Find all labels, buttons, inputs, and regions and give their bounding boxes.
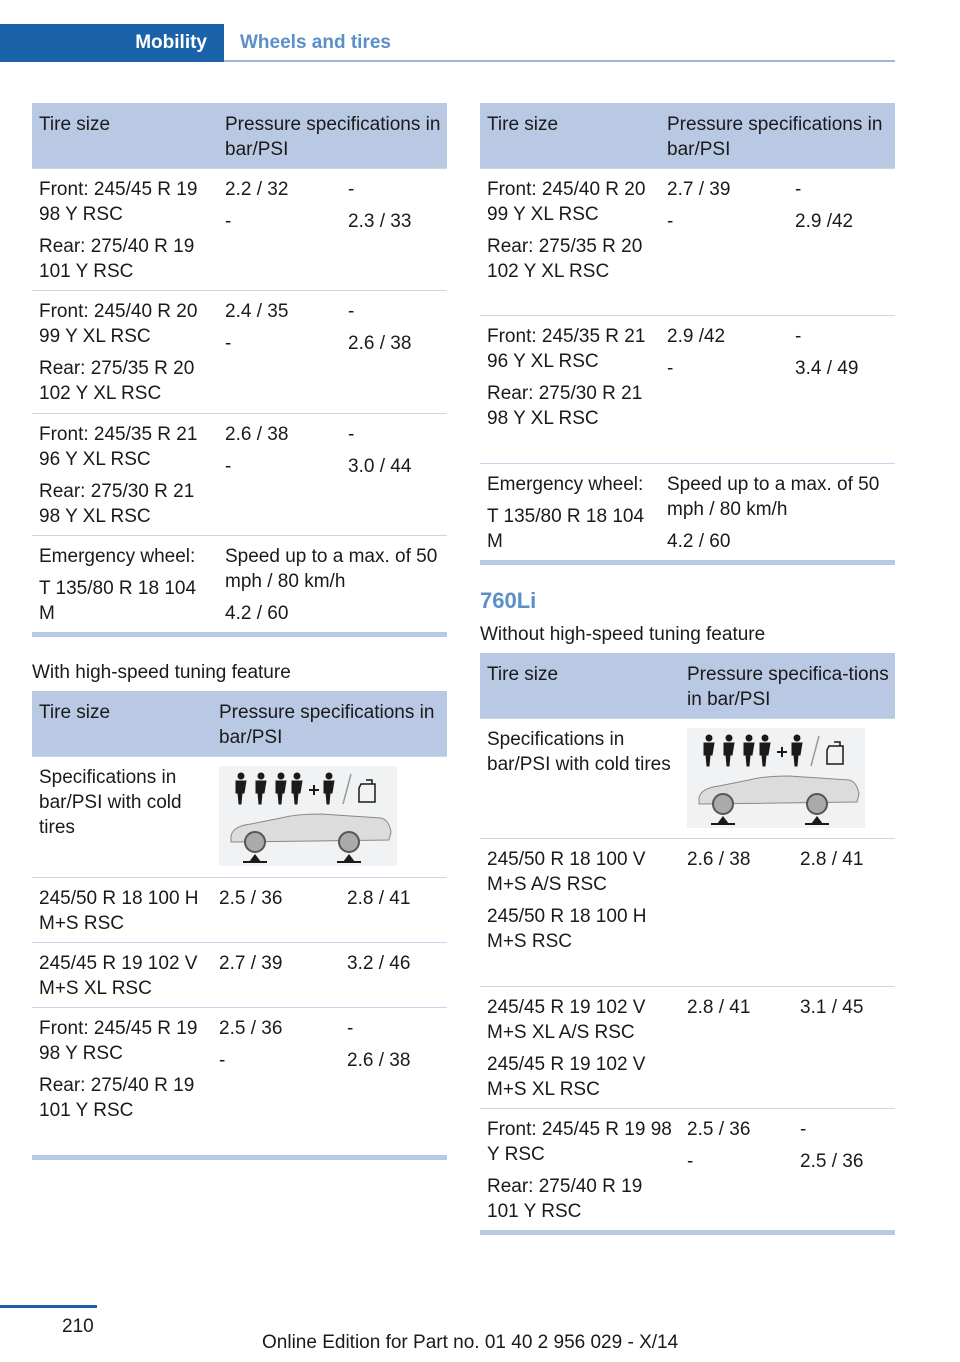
column-header-pressure: Pressure specifications in bar/PSI (225, 114, 441, 160)
table-row: 245/50 R 18 100 V M+S A/S RSC 245/50 R 18 100 H M+S RSC 2.6 / 38 2.8 / 41 (480, 838, 895, 986)
person-icon (292, 773, 302, 804)
table-row: Front: 245/35 R 21 96 Y XL RSC Rear: 275/30 R 21 98 Y XL RSC 2.6 / 38 - - 3.0 / 44 (32, 413, 447, 535)
table-row: 245/45 R 19 102 V M+S XL RSC 2.7 / 39 3.2 / 46 (32, 942, 447, 1007)
emergency-wheel-row: Emergency wheel: T 135/80 R 18 104 M Speed up to a max. of 50 mph / 80 km/h 4.2 / 60 (480, 463, 895, 560)
model-title-760li: 760Li (480, 588, 537, 613)
without-high-speed-subheading: Without high-speed tuning feature (480, 624, 766, 645)
load-diagram (687, 728, 865, 828)
person-icon (724, 735, 734, 766)
chapter-tab-wheels-and-tires: Wheels and tires (240, 32, 391, 53)
edition-note: Online Edition for Part no. 01 40 2 956 029 - X/14 (262, 1332, 679, 1353)
person-icon (704, 735, 714, 766)
right-pressure-table (480, 103, 895, 565)
person-icon (256, 773, 266, 804)
column-header-pressure: Pressure specifications in bar/PSI (219, 702, 435, 748)
person-icon (744, 735, 754, 766)
header-divider (224, 60, 895, 62)
column-header-pressure: Pressure specifications in bar/PSI (667, 114, 883, 160)
table-end-bar (480, 1230, 895, 1235)
section-tab-mobility: Mobility (0, 24, 224, 62)
table-row: Front: 245/45 R 19 98 Y RSC Rear: 275/40 R 19 101 Y RSC 2.5 / 36 - - 2.6 / 38 (32, 1007, 447, 1155)
specifications-row: Specifications in bar/PSI with cold tires (32, 756, 447, 877)
high-speed-tuning-subheading: With high-speed tuning feature (32, 662, 291, 683)
table-end-bar (32, 1155, 447, 1160)
page-header (0, 24, 895, 62)
table-end-bar (480, 560, 895, 565)
table-header (480, 103, 895, 168)
table-end-bar (32, 632, 447, 637)
column-header-tire-size: Tire size (487, 114, 559, 135)
table-row: Front: 245/40 R 20 99 Y XL RSC Rear: 275/35 R 20 102 Y XL RSC 2.7 / 39 - - 2.9 /42 (480, 168, 895, 315)
person-icon (276, 773, 286, 804)
luggage-icon (359, 780, 375, 802)
right-760li-table (480, 653, 895, 1235)
table-row: Front: 245/45 R 19 98 Y RSC Rear: 275/40 R 19 101 Y RSC 2.5 / 36 - - 2.5 / 36 (480, 1108, 895, 1230)
emergency-wheel-row: Emergency wheel: T 135/80 R 18 104 M Speed up to a max. of 50 mph / 80 km/h 4.2 / 60 (32, 535, 447, 632)
table-row: Front: 245/45 R 19 98 Y RSC Rear: 275/40 R 19 101 Y RSC 2.2 / 32 - - 2.3 / 33 (32, 168, 447, 290)
footer-divider (0, 1305, 97, 1308)
table-header (480, 653, 895, 718)
table-row: Front: 245/40 R 20 99 Y XL RSC Rear: 275/35 R 20 102 Y XL RSC 2.4 / 35 - - 2.6 / 38 (32, 290, 447, 413)
specifications-row: Specifications in bar/PSI with cold tires (480, 718, 895, 838)
person-icon (792, 735, 802, 766)
page-number: 210 (62, 1316, 94, 1337)
car-load-icon (219, 766, 397, 866)
luggage-icon (827, 742, 843, 764)
table-row: 245/50 R 18 100 H M+S RSC 2.5 / 36 2.8 / 41 (32, 877, 447, 942)
table-row: Front: 245/35 R 21 96 Y XL RSC Rear: 275/30 R 21 98 Y XL RSC 2.9 /42 - - 3.4 / 49 (480, 315, 895, 463)
car-load-icon (687, 728, 865, 828)
person-icon (760, 735, 770, 766)
person-icon (236, 773, 246, 804)
table-row: 245/45 R 19 102 V M+S XL A/S RSC 245/45 R 19 102 V M+S XL RSC 2.8 / 41 3.1 / 45 (480, 986, 895, 1108)
column-header-pressure: Pressure specifica-tions in bar/PSI (687, 664, 889, 710)
left-high-speed-table (32, 691, 447, 1160)
left-pressure-table (32, 103, 447, 637)
column-header-tire-size: Tire size (487, 664, 559, 685)
column-header-tire-size: Tire size (39, 114, 111, 135)
table-header (32, 691, 447, 756)
column-header-tire-size: Tire size (39, 702, 111, 723)
load-diagram (219, 766, 397, 866)
table-header (32, 103, 447, 168)
person-icon (324, 773, 334, 804)
